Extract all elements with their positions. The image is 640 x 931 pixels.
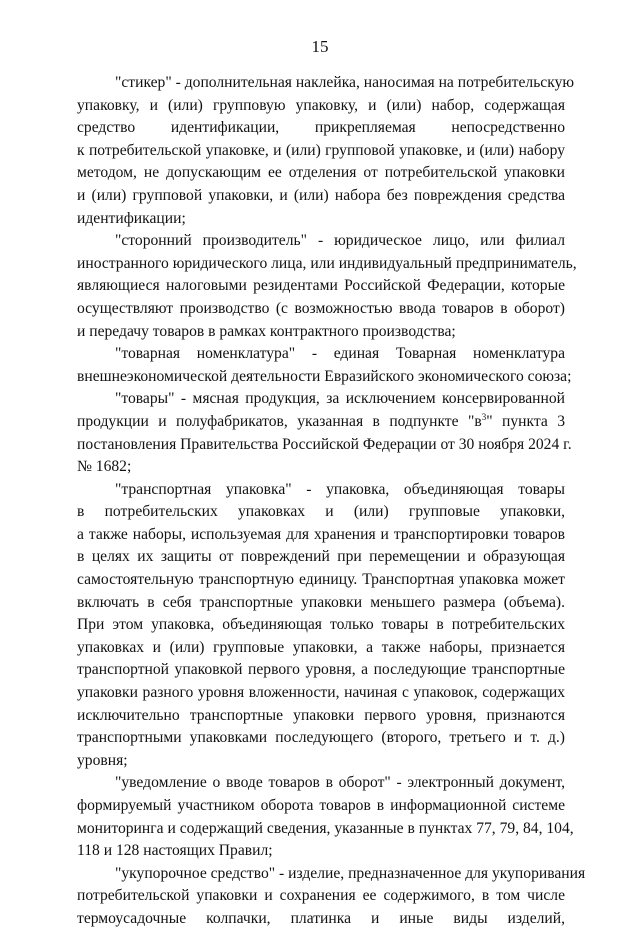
text-line: внешнеэкономической деятельности Евразийского экономического союза; [77,367,572,385]
text-line: идентификации; [77,209,186,227]
text-line: в целях их защиты от повреждений при перемещении и образующая [77,548,565,566]
text-line: исключительно транспортные упаковки первого уровня, признаются [77,706,565,724]
text-line: самостоятельную транспортную единицу. Транспортная упаковка может [77,571,565,589]
text-line: постановления Правительства Российской Федерации от 30 ноября 2024 г. [77,435,572,453]
text-line: При этом упаковка, объединяющая только товары в потребительских [77,616,565,634]
text-line: "укупорочное средство" - изделие, предназначенное для укупоривания [115,864,586,882]
text-line: упаковки разного уровня вложенности, начиная с упаковок, содержащих [77,684,565,702]
text-line: мониторинга и содержащий сведения, указанные в пунктах 77, 79, 84, 104, [77,819,574,837]
text-line: включать в себя транспортные упаковки меньшего размера (объема). [77,593,565,611]
text-line: и передачу товаров в рамках контрактного производства; [77,322,456,340]
text-line: № 1682; [77,458,132,476]
text-line: упаковку, и (или) групповую упаковку, и (или) набор, содержащая [77,96,565,114]
text-line: иностранного юридического лица, или индивидуальный предприниматель, [77,254,577,272]
text-line: средство идентификации, прикрепляемая непосредственно [77,119,565,137]
text-line: потребительской упаковки и сохранения ее содержимого, в том числе [77,887,565,905]
text-line-with-superscript [77,411,565,434]
text-line: "стикер" - дополнительная наклейка, наносимая на потребительскую [115,74,575,91]
text-line: являющиеся налоговыми резидентами Российской Федерации, которые [77,277,565,295]
text-line: осуществляют производство (с возможностью ввода товаров в оборот) [77,299,565,317]
text-line-part: " пункта 3 [486,412,565,430]
text-line: "сторонний производитель" - юридическое лицо, или филиал [115,232,565,250]
text-line: методом, не допускающим ее отделения от потребительской упаковки [77,164,565,182]
text-line: формируемый участником оборота товаров в информационной системе [77,797,565,814]
text-line: в потребительских упаковках и (или) групповые упаковки, [77,503,565,521]
text-line: и (или) групповой упаковки, и (или) набора без повреждения средства [77,186,565,204]
text-line-part: продукции и полуфабрикатов, указанная в подпункте "в [77,412,482,430]
text-line: упаковках и (или) групповые упаковки, а также наборы, признается [77,638,565,656]
text-line: "уведомление о вводе товаров в оборот" - электронный документ, [115,774,565,792]
text-line: транспортной упаковкой первого уровня, а последующие транспортные [77,661,565,679]
text-line: термоусадочные колпачки, платинка и иные виды изделий, [77,909,565,927]
text-line: к потребительской упаковке, и (или) групповой упаковке, и (или) набору [77,141,565,159]
text-line: "товарная номенклатура" - единая Товарная номенклатура [115,345,565,363]
superscript: 3 [481,411,487,422]
text-line: уровня; [77,751,128,769]
text-line: 118 и 128 настоящих Правил; [77,842,273,860]
document-body [77,72,586,931]
text-line: транспортными упаковками последующего (второго, третьего и т. д.) [77,729,565,747]
text-line: а также наборы, используемая для хранения и транспортировки товаров [77,525,565,543]
text-line: "товары" - мясная продукция, за исключением консервированной [115,390,565,408]
page-number: 15 [311,37,329,56]
text-line: "транспортная упаковка" - упаковка, объединяющая товары [115,480,565,498]
